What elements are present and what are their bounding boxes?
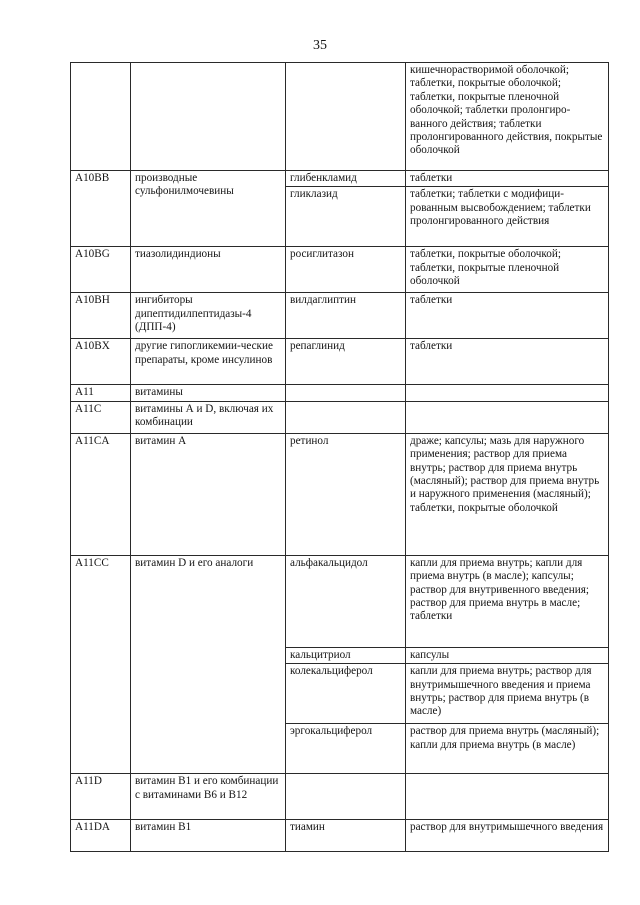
dosage-form-cell: раствор для внутримышечного введения <box>406 820 609 852</box>
atc-code-cell: A11C <box>71 401 131 433</box>
group-name-cell: другие гипогликемии-ческие препараты, кроме инсулинов <box>131 339 286 385</box>
table-row <box>71 293 609 339</box>
group-name-cell <box>131 63 286 171</box>
dosage-form-cell: таблетки, покрытые оболочкой; таблетки, покрытые пленочной оболочкой <box>406 247 609 293</box>
group-name-cell: витамин В1 <box>131 820 286 852</box>
dosage-form-cell: кишечнорастворимой оболочкой; таблетки, покрытые оболочкой; таблетки, покрытые пленочной оболочкой; таблетки пролонгиро-ванного действия; таблетки пролонгированного действия, покрытые оболочкой <box>406 63 609 171</box>
drug-name-cell: альфакальцидол <box>286 555 406 647</box>
group-name-cell: витамин D и его аналоги <box>131 555 286 773</box>
dosage-form-cell <box>406 385 609 401</box>
group-name-cell: витамин А <box>131 433 286 555</box>
drug-name-cell: глибенкламид <box>286 171 406 187</box>
atc-code-cell: A11D <box>71 774 131 820</box>
dosage-form-cell: капли для приема внутрь; капли для приема внутрь (в масле); капсулы; раствор для внутривенного введения; раствор для приема внутрь в масле; таблетки <box>406 555 609 647</box>
drug-name-cell: репаглинид <box>286 339 406 385</box>
drug-name-cell <box>286 385 406 401</box>
dosage-form-cell: таблетки <box>406 293 609 339</box>
dosage-form-cell: капли для приема внутрь; раствор для внутримышечного введения и приема внутрь; раствор для приема внутрь (в масле) <box>406 664 609 724</box>
drug-name-cell: гликлазид <box>286 187 406 247</box>
atc-code-cell: A10BH <box>71 293 131 339</box>
dosage-form-cell <box>406 774 609 820</box>
drug-name-cell: кальцитриол <box>286 647 406 663</box>
drug-name-cell <box>286 401 406 433</box>
group-name-cell: витамин В1 и его комбинации с витаминами В6 и В12 <box>131 774 286 820</box>
table-row <box>71 820 609 852</box>
drug-classification-table <box>70 62 609 852</box>
atc-code-cell: A10BB <box>71 171 131 247</box>
group-name-cell: производные сульфонилмочевины <box>131 171 286 247</box>
table-row <box>71 433 609 555</box>
drug-name-cell: эргокальциферол <box>286 724 406 774</box>
drug-name-cell: росиглитазон <box>286 247 406 293</box>
table-row <box>71 63 609 171</box>
atc-code-cell: A10BG <box>71 247 131 293</box>
dosage-form-cell: таблетки; таблетки с модифици-рованным высвобождением; таблетки пролонгированного действия <box>406 187 609 247</box>
drug-name-cell: колекальциферол <box>286 664 406 724</box>
atc-code-cell: A11DA <box>71 820 131 852</box>
dosage-form-cell: раствор для приема внутрь (масляный); капли для приема внутрь (в масле) <box>406 724 609 774</box>
group-name-cell: витамины <box>131 385 286 401</box>
atc-code-cell: A11CA <box>71 433 131 555</box>
atc-code-cell: A11 <box>71 385 131 401</box>
table-row <box>71 401 609 433</box>
dosage-form-cell: таблетки <box>406 171 609 187</box>
atc-code-cell: A10BX <box>71 339 131 385</box>
group-name-cell: тиазолидиндионы <box>131 247 286 293</box>
dosage-form-cell <box>406 401 609 433</box>
dosage-form-cell: драже; капсулы; мазь для наружного применения; раствор для приема внутрь; раствор для приема внутрь (масляный); раствор для приема внутрь и наружного применения (масляный); таблетки, покрытые оболочкой <box>406 433 609 555</box>
dosage-form-cell: таблетки <box>406 339 609 385</box>
table-row <box>71 247 609 293</box>
drug-name-cell: ретинол <box>286 433 406 555</box>
atc-code-cell: A11CC <box>71 555 131 773</box>
table-row <box>71 171 609 187</box>
atc-code-cell <box>71 63 131 171</box>
dosage-form-cell: капсулы <box>406 647 609 663</box>
group-name-cell: витамины А и D, включая их комбинации <box>131 401 286 433</box>
drug-name-cell: тиамин <box>286 820 406 852</box>
table-row <box>71 555 609 647</box>
table-row <box>71 339 609 385</box>
drug-name-cell <box>286 774 406 820</box>
table-row <box>71 385 609 401</box>
drug-name-cell <box>286 63 406 171</box>
group-name-cell: ингибиторы дипептидилпептидазы-4 (ДПП-4) <box>131 293 286 339</box>
page-number: 35 <box>313 38 327 53</box>
table-row <box>71 774 609 820</box>
drug-name-cell: вилдаглиптин <box>286 293 406 339</box>
